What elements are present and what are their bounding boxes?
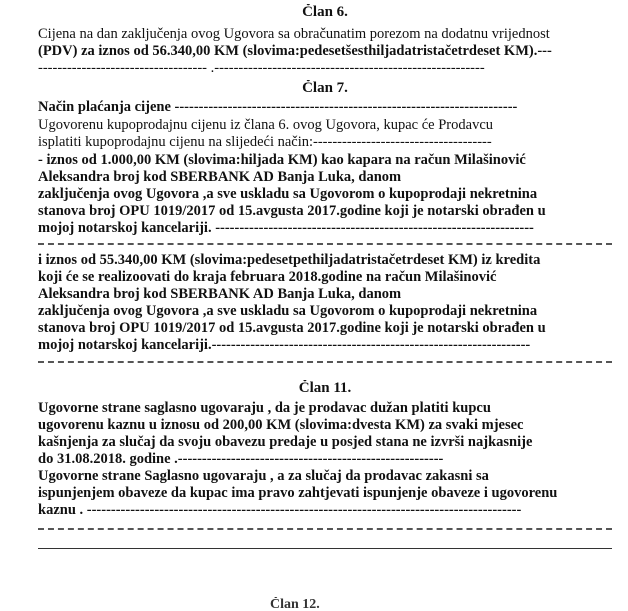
article-7-line-6: zaključenja ovog Ugovora ,a sve uskladu sa Ugovorom o kupoprodaji nekretnina — [38, 186, 538, 202]
article-7-line-13: stanova broj OPU 1019/2017 od 15.avgusta 2017.godine koji je notarski obrađen u — [38, 320, 546, 336]
article-7-line-5: Aleksandra broj kod SBERBANK AD Banja Luka, danom — [38, 169, 402, 185]
article-7-line-10: koji će se realizoovati do kraja februara 2018.godine na račun Milašinović — [38, 269, 497, 285]
article-11-line-2: ugovorenu kaznu u iznosu od 200,00 KM (slovima:dvesta KM) za svaki mjesec — [38, 417, 524, 433]
article-7-line-12: zaključenja ovog Ugovora ,a sve uskladu sa Ugovorom o kupoprodaji nekretnina — [38, 303, 538, 319]
next-article-title-cut: Član 12. — [270, 597, 320, 611]
article-7-line-9: i iznos od 55.340,00 KM (slovima:pedesetpethiljadatristačetrdeset KM) iz kredita — [38, 252, 541, 268]
article-7-line-11: Aleksandra broj kod SBERBANK AD Banja Luka, danom — [38, 286, 402, 302]
article-7-line-8: mojoj notarskoj kancelariji. ------------------------------------------------------------------ — [38, 220, 534, 236]
article-11-line-1: Ugovorne strane saglasno ugovaraju , da je prodavac dužan platiti kupcu — [38, 400, 491, 416]
article-6-line-2: (PDV) za iznos od 56.340,00 KM (slovima:pedesetšesthiljadatristačetrdeset KM).--- — [38, 43, 552, 59]
article-11-line-3: kašnjenja za slučaj da svoju obavezu predaje u posjed stana ne izvrši najkasnije — [38, 434, 533, 450]
article-7-line-1: Način plaćanja cijene ----------------------------------------------------------------------- — [38, 99, 518, 115]
article-7-line-2: Ugovorenu kupoprodajnu cijenu iz člana 6. ovog Ugovora, kupac će Prodavcu — [38, 117, 494, 133]
article-11-title: Član 11. — [298, 380, 352, 396]
article-7-line-14: mojoj notarskoj kancelariji.------------------------------------------------------------------ — [38, 337, 531, 353]
article-11-line-5: Ugovorne strane Saglasno ugovaraju , a za slučaj da prodavac zakasni sa — [38, 468, 489, 484]
article-6-line-3: ----------------------------------- .-------------------------------------------------------- — [38, 60, 485, 76]
article-7-line-7: stanova broj OPU 1019/2017 od 15.avgusta 2017.godine koji je notarski obrađen u — [38, 203, 546, 219]
article-7-line-4: - iznos od 1.000,00 KM (slovima:hiljada KM) kao kapara na račun Milašinović — [38, 152, 526, 168]
article-6-line-1: Cijena na dan zaključenja ovog Ugovora sa obračunatim porezom na dodatnu vrijednost — [38, 26, 550, 42]
section-divider — [38, 243, 612, 245]
article-7-line-3: isplatiti kupoprodajnu cijenu na slijedeći način:------------------------------------- — [38, 134, 492, 150]
article-11-line-4: do 31.08.2018. godine .------------------------------------------------------- — [38, 451, 444, 467]
section-divider — [38, 361, 612, 363]
bottom-rule — [38, 548, 612, 549]
article-11-line-7: kaznu . ------------------------------------------------------------------------------------------ — [38, 502, 522, 518]
article-7-title: Član 7. — [302, 80, 348, 96]
article-6-title: Član 6. — [302, 4, 348, 20]
article-11-line-6: ispunjenjem obaveze da kupac ima pravo zahtjevati ispunjenje obaveze i ugovorenu — [38, 485, 558, 501]
section-divider — [38, 528, 612, 530]
